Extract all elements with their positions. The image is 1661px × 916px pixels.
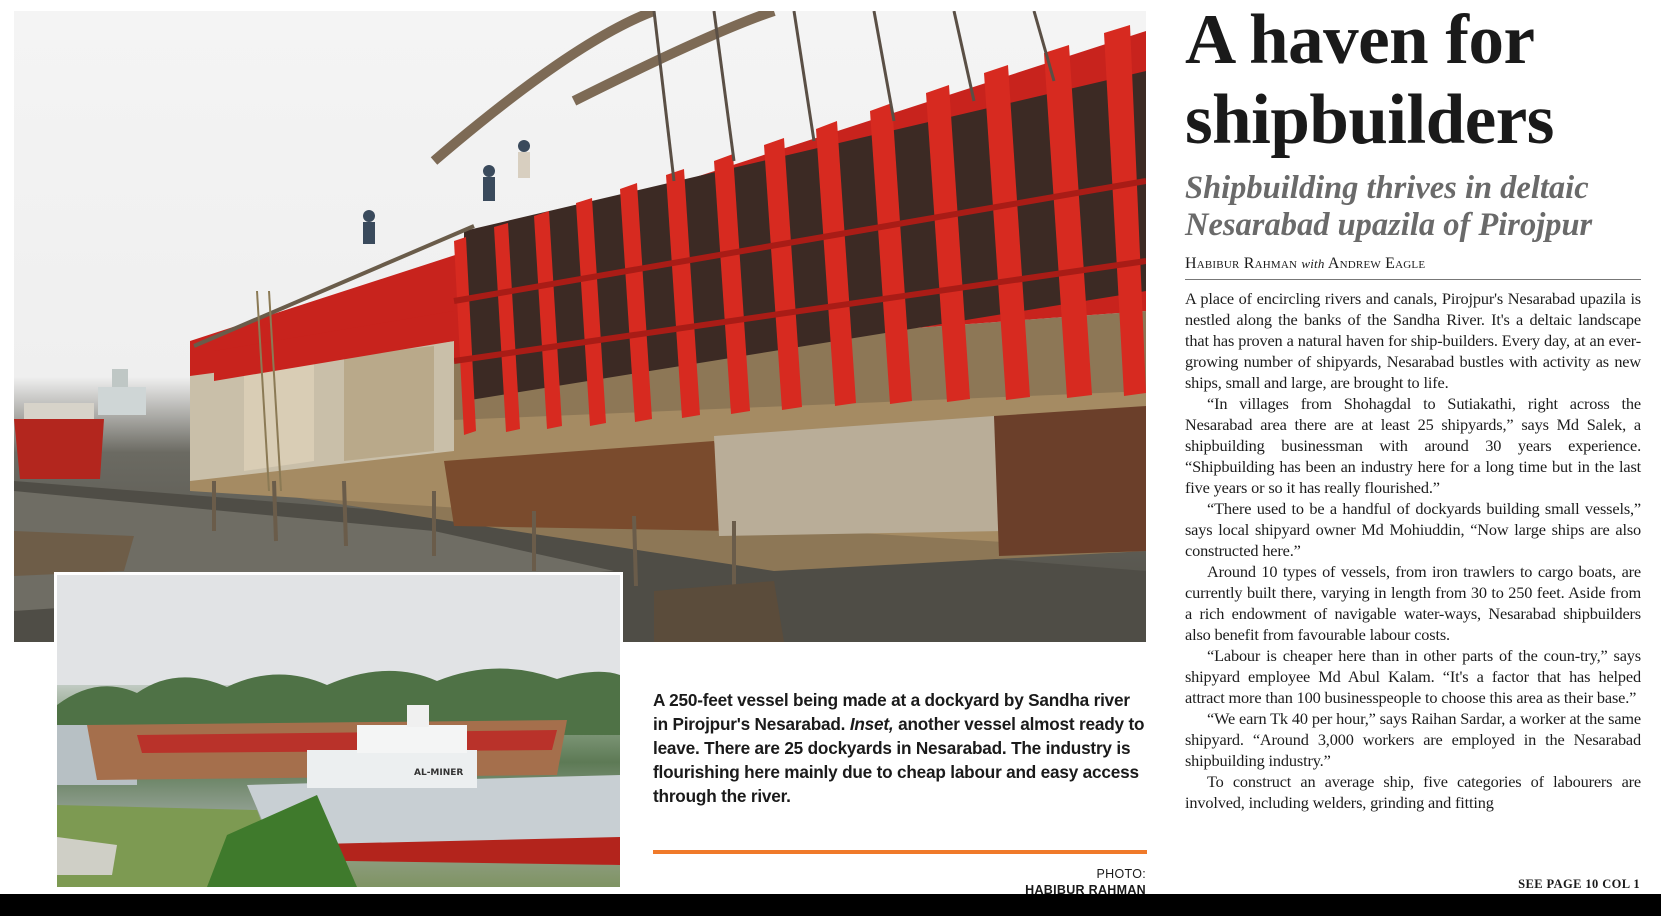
article-paragraph: “We earn Tk 40 per hour,” says Raihan Sardar, a worker at the same shipyard. “Around 3,000 workers are employed in the Nesarabad shipbuilding industry.”	[1185, 709, 1641, 770]
caption-inset-word: Inset,	[849, 714, 894, 734]
caption-text-part1: A 250-feet vessel being made at a dockyard by Sandha river in Pirojpur's Nesarabad.	[653, 690, 1130, 734]
article-paragraph: Around 10 types of vessels, from iron trawlers to cargo boats, are currently built there, varying in length from 30 to 250 feet. Aside from a rich endowment of navigable water-ways, Nesarabad shipbuilders also benefit from favourable labour costs.	[1185, 562, 1641, 644]
inset-photo-ship-ready	[54, 572, 623, 890]
photo-caption	[653, 688, 1147, 808]
byline-divider	[1185, 279, 1641, 280]
main-photo-ship-under-construction	[14, 11, 1146, 642]
inset-ship-name: AL-MINER	[414, 768, 464, 778]
byline-with: with	[1301, 256, 1325, 271]
article-byline	[1185, 254, 1641, 274]
article-paragraph: To construct an average ship, five categories of labourers are involved, including welders, grinding and fitting	[1185, 772, 1641, 812]
article-headline: A haven for shipbuilders	[1185, 1, 1554, 159]
bottom-black-bar	[0, 894, 1661, 916]
caption-text-part2: another vessel almost ready to leave. There are 25 dockyards in Nesarabad. The industry is flourishing here mainly due to cheap labour and easy access through the river.	[653, 714, 1145, 806]
caption-divider	[653, 850, 1147, 854]
article-paragraph: A place of encircling rivers and canals, Pirojpur's Nesarabad upazila is nestled along the banks of the Sandha River. It's a deltaic landscape that has proven a natural haven for ship-builders. Every day, at an ever-growing number of shipyards, Nesarabad bustles with activity as new ships, small and large, are brought to life.	[1185, 289, 1641, 392]
article-body	[1185, 288, 1641, 813]
photo-credit	[900, 866, 1146, 894]
continued-on-page-link[interactable]: SEE PAGE 10 COL 1	[1518, 877, 1640, 891]
photo-credit-label: PHOTO:	[1096, 867, 1146, 881]
ship-hull-illustration	[14, 11, 1146, 642]
article-paragraph: “In villages from Shohagdal to Sutiakathi, right across the Nesarabad area there are at least 25 shipyards,” says Md Salek, a shipbuilding businessman with around 30 years experience. “Shipbuilding has been an industry here for a long time but in the last five years or so it has really flourished.”	[1185, 394, 1641, 497]
photo-credit-name: HABIBUR RAHMAN	[1025, 883, 1146, 894]
article-paragraph: “Labour is cheaper here than in other parts of the coun-try,” says shipyard employee Md Abul Kalam. “It's a factor that has helped attract more than 100 businesspeople to choose this area as their base.”	[1185, 646, 1641, 707]
byline-coauthor: Andrew Eagle	[1327, 255, 1426, 272]
article-subheadline: Shipbuilding thrives in deltaic Nesarabad upazila of Pirojpur	[1185, 170, 1593, 243]
byline-author: Habibur Rahman	[1185, 255, 1298, 272]
inset-ship-illustration	[57, 575, 620, 887]
article-paragraph: “There used to be a handful of dockyards building small vessels,” says local shipyard owner Md Mohiuddin, “Now large ships are also constructed here.”	[1185, 499, 1641, 560]
